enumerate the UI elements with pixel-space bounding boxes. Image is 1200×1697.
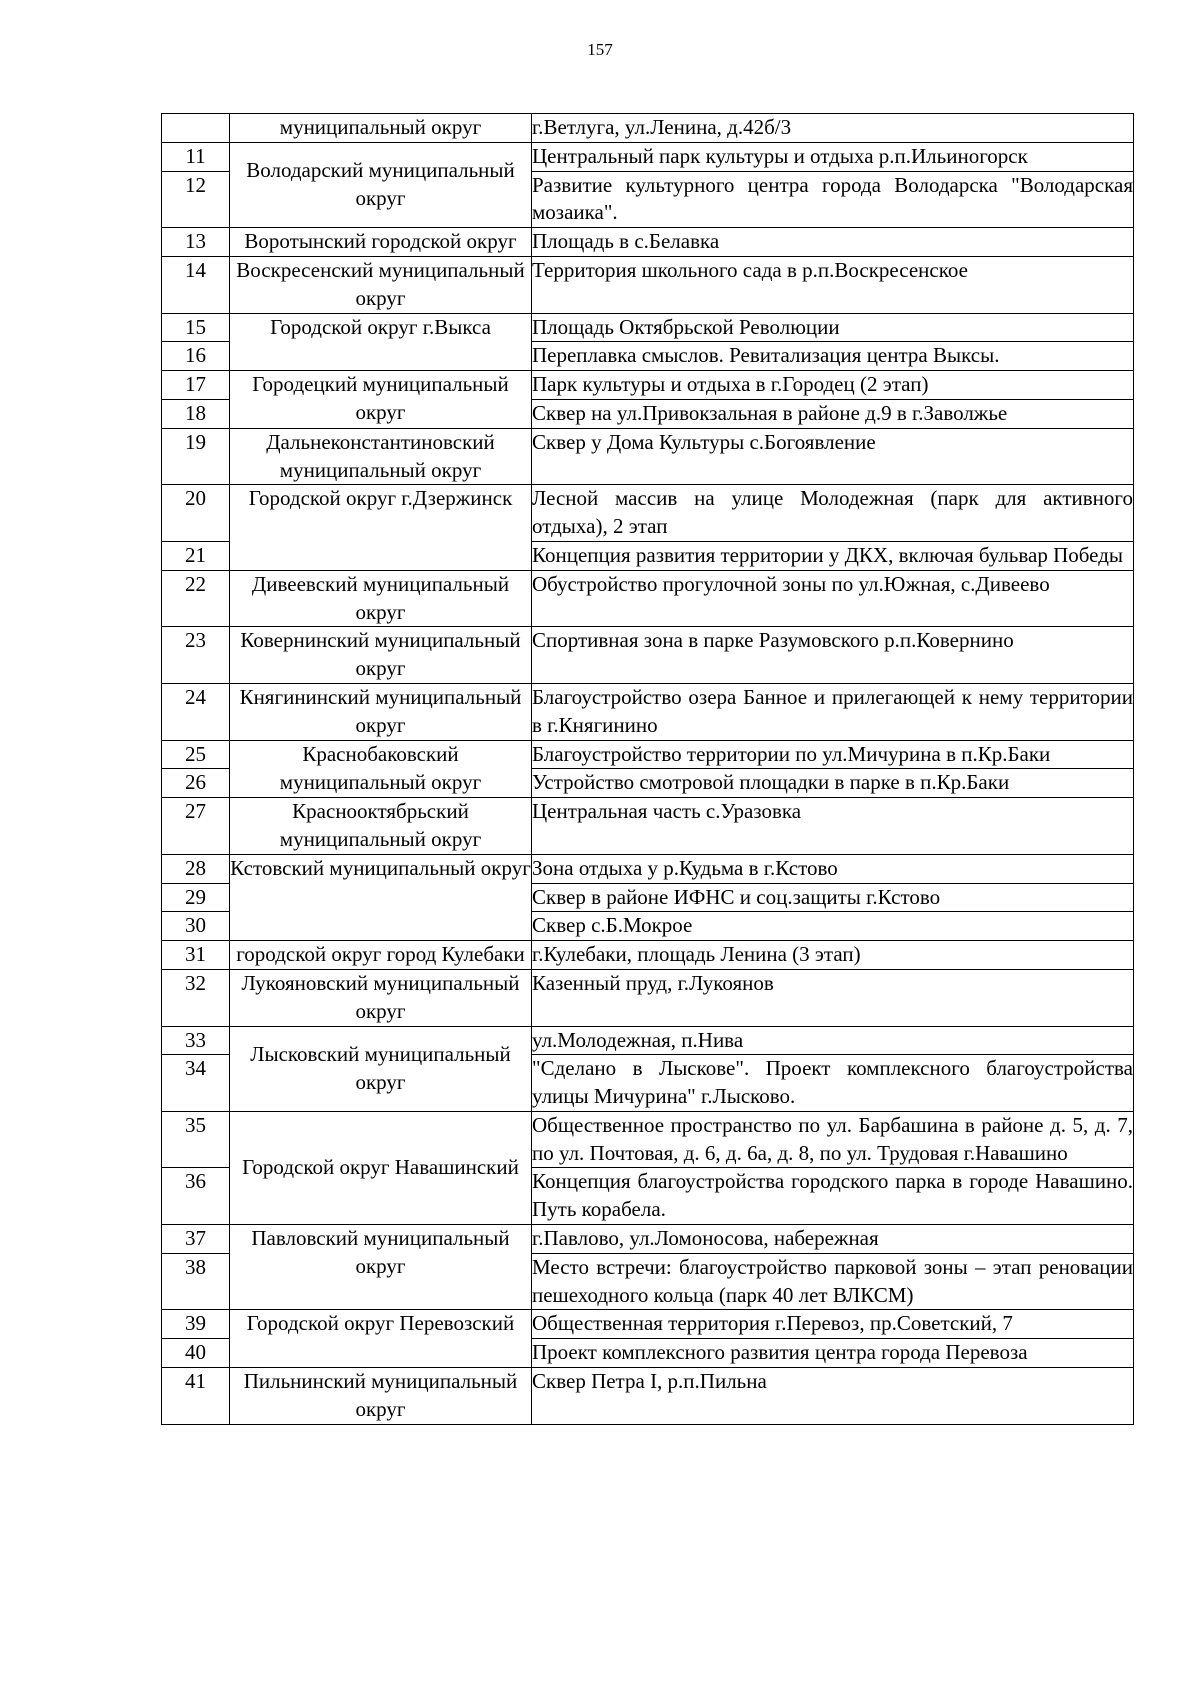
project-name: г.Ветлуга, ул.Ленина, д.42б/3 <box>532 114 1134 143</box>
row-number: 21 <box>162 541 230 570</box>
table-row <box>162 854 1134 883</box>
project-name: Территория школьного сада в р.п.Воскресенское <box>532 256 1134 313</box>
table-row <box>162 1225 1134 1254</box>
row-number: 13 <box>162 228 230 257</box>
row-number: 32 <box>162 969 230 1026</box>
project-name: Сквер Петра I, р.п.Пильна <box>532 1368 1134 1425</box>
row-number: 37 <box>162 1225 230 1254</box>
project-name: ул.Молодежная, п.Нива <box>532 1026 1134 1055</box>
district-name: Лукояновский муниципальный округ <box>230 969 532 1026</box>
row-number: 16 <box>162 342 230 371</box>
project-name: Развитие культурного центра города Володарска "Володарская мозаика". <box>532 171 1134 228</box>
table-row <box>162 228 1134 257</box>
project-name: Лесной массив на улице Молодежная (парк для активного отдыха), 2 этап <box>532 485 1134 542</box>
row-number: 25 <box>162 740 230 769</box>
project-name: Устройство смотровой площадки в парке в п.Кр.Баки <box>532 769 1134 798</box>
project-name: Сквер у Дома Культуры с.Богоявление <box>532 428 1134 485</box>
row-number: 28 <box>162 854 230 883</box>
row-number: 12 <box>162 171 230 228</box>
project-name: Площадь Октябрьской Революции <box>532 313 1134 342</box>
project-name: Концепция благоустройства городского парка в городе Навашино. Путь корабела. <box>532 1168 1134 1225</box>
row-number: 39 <box>162 1310 230 1339</box>
table-row <box>162 114 1134 143</box>
project-name: г.Кулебаки, площадь Ленина (3 этап) <box>532 941 1134 970</box>
table-row <box>162 1111 1134 1168</box>
project-name: Зона отдыха у р.Кудьма в г.Кстово <box>532 854 1134 883</box>
page-number: 157 <box>587 40 613 59</box>
district-name: Городской округ Навашинский <box>230 1111 532 1224</box>
project-name: Сквер в районе ИФНС и соц.защиты г.Кстово <box>532 883 1134 912</box>
table-row <box>162 371 1134 400</box>
table-row <box>162 313 1134 342</box>
table-row <box>162 683 1134 740</box>
row-number: 41 <box>162 1368 230 1425</box>
row-number: 14 <box>162 256 230 313</box>
row-number: 36 <box>162 1168 230 1225</box>
district-name: Городской округ г.Выкса <box>230 313 532 371</box>
project-name: "Сделано в Лыскове". Проект комплексного благоустройства улицы Мичурина" г.Лысково. <box>532 1055 1134 1112</box>
project-name: Благоустройство озера Банное и прилегающей к нему территории в г.Княгинино <box>532 683 1134 740</box>
district-name: Княгининский муниципальный округ <box>230 683 532 740</box>
district-name: Городской округ г.Дзержинск <box>230 485 532 570</box>
projects-table <box>161 113 1134 1425</box>
project-name: Проект комплексного развития центра города Перевоза <box>532 1339 1134 1368</box>
project-name: Благоустройство территории по ул.Мичурина в п.Кр.Баки <box>532 740 1134 769</box>
table-row <box>162 1310 1134 1339</box>
row-number: 27 <box>162 798 230 855</box>
table-row <box>162 1026 1134 1055</box>
row-number: 33 <box>162 1026 230 1055</box>
table-row <box>162 740 1134 769</box>
project-name: Место встречи: благоустройство парковой зоны – этап реновации пешеходного кольца (парк 40 лет ВЛКСМ) <box>532 1253 1134 1310</box>
district-name: Пильнинский муниципальный округ <box>230 1368 532 1425</box>
project-name: Центральная часть с.Уразовка <box>532 798 1134 855</box>
project-name: Казенный пруд, г.Лукоянов <box>532 969 1134 1026</box>
project-name: Общественное пространство по ул. Барбашина в районе д. 5, д. 7, по ул. Почтовая, д. 6, д. 6а, д. 8, по ул. Трудовая г.Навашино <box>532 1111 1134 1168</box>
project-name: Парк культуры и отдыха в г.Городец (2 этап) <box>532 371 1134 400</box>
row-number: 34 <box>162 1055 230 1112</box>
project-name: Концепция развития территории у ДКХ, включая бульвар Победы <box>532 541 1134 570</box>
project-name: г.Павлово, ул.Ломоносова, набережная <box>532 1225 1134 1254</box>
row-number: 11 <box>162 142 230 171</box>
project-name: Сквер с.Б.Мокрое <box>532 912 1134 941</box>
district-name: городской округ город Кулебаки <box>230 941 532 970</box>
row-number: 35 <box>162 1111 230 1168</box>
row-number: 20 <box>162 485 230 542</box>
row-number <box>162 114 230 143</box>
project-name: Сквер на ул.Привокзальная в районе д.9 в г.Заволжье <box>532 399 1134 428</box>
row-number: 38 <box>162 1253 230 1310</box>
project-name: Общественная территория г.Перевоз, пр.Советский, 7 <box>532 1310 1134 1339</box>
row-number: 18 <box>162 399 230 428</box>
table-row <box>162 798 1134 855</box>
district-name: Володарский муниципальный округ <box>230 142 532 227</box>
row-number: 40 <box>162 1339 230 1368</box>
district-name: муниципальный округ <box>230 114 532 143</box>
project-name: Обустройство прогулочной зоны по ул.Южная, с.Дивеево <box>532 570 1134 627</box>
district-name: Ковернинский муниципальный округ <box>230 627 532 684</box>
project-name: Центральный парк культуры и отдыха р.п.Ильиногорск <box>532 142 1134 171</box>
table-row <box>162 570 1134 627</box>
table-row <box>162 1368 1134 1425</box>
district-name: Дивеевский муниципальный округ <box>230 570 532 627</box>
district-name: Краснооктябрьский муниципальный округ <box>230 798 532 855</box>
district-name: Воротынский городской округ <box>230 228 532 257</box>
table-row <box>162 428 1134 485</box>
row-number: 17 <box>162 371 230 400</box>
row-number: 19 <box>162 428 230 485</box>
district-name: Городской округ Перевозский <box>230 1310 532 1368</box>
district-name: Павловский муниципальный округ <box>230 1225 532 1310</box>
district-name: Воскресенский муниципальный округ <box>230 256 532 313</box>
row-number: 26 <box>162 769 230 798</box>
project-name: Площадь в с.Белавка <box>532 228 1134 257</box>
table-row <box>162 142 1134 171</box>
district-name: Лысковский муниципальный округ <box>230 1026 532 1111</box>
district-name: Краснобаковский муниципальный округ <box>230 740 532 798</box>
table-row <box>162 969 1134 1026</box>
row-number: 22 <box>162 570 230 627</box>
district-name: Дальнеконстантиновский муниципальный округ <box>230 428 532 485</box>
district-name: Кстовский муниципальный округ <box>230 854 532 940</box>
table-row <box>162 941 1134 970</box>
district-name: Городецкий муниципальный округ <box>230 371 532 429</box>
project-name: Спортивная зона в парке Разумовского р.п.Ковернино <box>532 627 1134 684</box>
row-number: 24 <box>162 683 230 740</box>
project-name: Переплавка смыслов. Ревитализация центра Выксы. <box>532 342 1134 371</box>
row-number: 29 <box>162 883 230 912</box>
row-number: 31 <box>162 941 230 970</box>
row-number: 15 <box>162 313 230 342</box>
table-row <box>162 627 1134 684</box>
table-row <box>162 256 1134 313</box>
row-number: 23 <box>162 627 230 684</box>
row-number: 30 <box>162 912 230 941</box>
table-row <box>162 485 1134 542</box>
